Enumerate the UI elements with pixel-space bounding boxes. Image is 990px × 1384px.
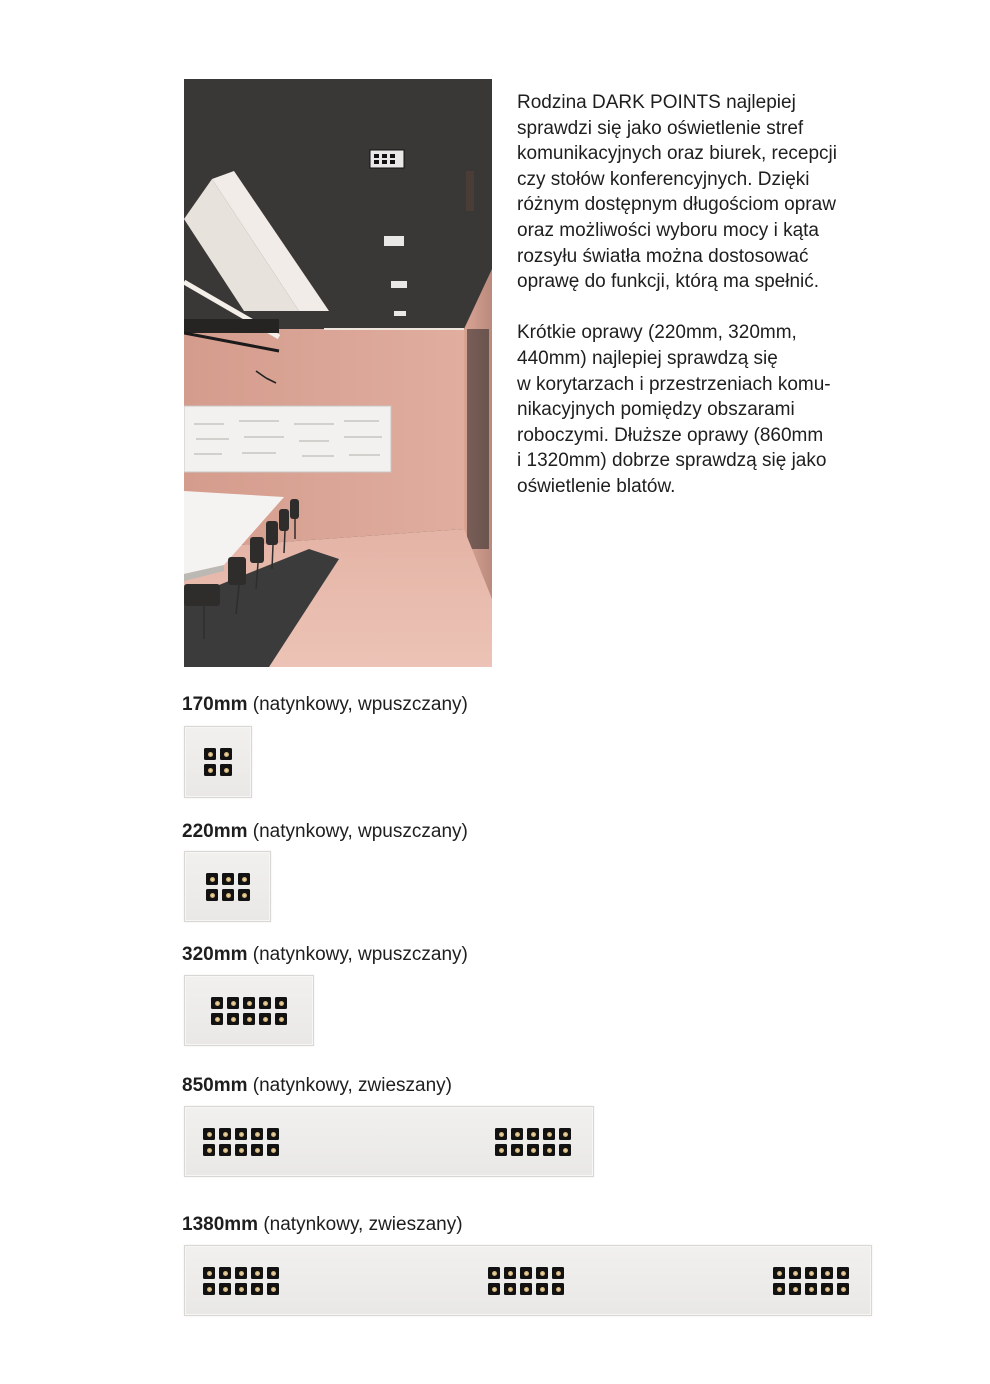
variant-size: 1380mm (182, 1214, 259, 1235)
variant-note: (natynkowy, wpuszczany) (252, 694, 468, 715)
variant-note: (natynkowy, wpuszczany) (252, 821, 468, 842)
led-cell (235, 1128, 247, 1140)
led-cell (211, 1013, 223, 1025)
fixture-220mm (184, 851, 271, 922)
led-cell (243, 997, 255, 1009)
led-cell (520, 1267, 532, 1279)
led-cell (203, 1128, 215, 1140)
led-cell (520, 1283, 532, 1295)
led-cell (206, 873, 218, 885)
fixture-1380mm (184, 1245, 872, 1316)
led-cell (219, 1128, 231, 1140)
led-cell (220, 764, 232, 776)
intro-text (517, 90, 887, 500)
led-cell (559, 1128, 571, 1140)
led-cell (837, 1283, 849, 1295)
led-cell (203, 1144, 215, 1156)
led-cell (251, 1128, 263, 1140)
led-cell (536, 1267, 548, 1279)
led-cell (211, 997, 223, 1009)
led-cell (559, 1144, 571, 1156)
variant-note: (natynkowy, wpuszczany) (252, 944, 468, 965)
led-cell (259, 1013, 271, 1025)
led-cell (235, 1283, 247, 1295)
led-module (203, 1128, 279, 1156)
led-cell (275, 997, 287, 1009)
led-cell (821, 1283, 833, 1295)
variant-size: 170mm (182, 694, 248, 715)
led-cell (511, 1128, 523, 1140)
led-module (211, 997, 287, 1025)
led-cell (235, 1144, 247, 1156)
variant-size: 850mm (182, 1075, 248, 1096)
led-cell (527, 1144, 539, 1156)
led-cell (267, 1144, 279, 1156)
fixture-850mm (184, 1106, 594, 1177)
led-cell (805, 1283, 817, 1295)
variant-size: 320mm (182, 944, 248, 965)
led-cell (267, 1267, 279, 1279)
variant-label-220mm (182, 821, 468, 843)
conference-room-illustration (184, 79, 492, 667)
led-cell (238, 889, 250, 901)
led-cell (789, 1267, 801, 1279)
led-cell (220, 748, 232, 760)
led-cell (543, 1144, 555, 1156)
led-cell (495, 1128, 507, 1140)
led-cell (789, 1283, 801, 1295)
led-cell (251, 1283, 263, 1295)
led-module (773, 1267, 849, 1295)
led-cell (219, 1144, 231, 1156)
led-cell (222, 889, 234, 901)
led-cell (203, 1283, 215, 1295)
led-cell (259, 997, 271, 1009)
led-cell (837, 1267, 849, 1279)
led-cell (504, 1267, 516, 1279)
led-cell (527, 1128, 539, 1140)
intro-paragraph-1: Rodzina DARK POINTS najlepiej sprawdzi się jako oświetlenie stref komunikacyjnych oraz biurek, recepcji czy stołów konferencyjnych. Dzięki różnym dostępnym długościom opraw oraz możliwości wyboru mocy i kąta rozsyłu światła można dostosować oprawę do funkcji, którą ma spełnić. (517, 92, 837, 293)
variant-label-1380mm (182, 1214, 463, 1236)
led-cell (267, 1283, 279, 1295)
led-cell (275, 1013, 287, 1025)
variant-label-320mm (182, 944, 468, 966)
led-cell (243, 1013, 255, 1025)
led-cell (206, 889, 218, 901)
led-module (206, 873, 250, 901)
variant-note: (natynkowy, zwieszany) (263, 1214, 463, 1235)
led-cell (495, 1144, 507, 1156)
interior-photo (184, 79, 492, 667)
led-cell (536, 1283, 548, 1295)
led-cell (773, 1283, 785, 1295)
led-cell (227, 997, 239, 1009)
led-cell (543, 1128, 555, 1140)
variant-label-170mm (182, 694, 468, 716)
led-cell (821, 1267, 833, 1279)
led-cell (235, 1267, 247, 1279)
led-cell (203, 1267, 215, 1279)
led-cell (204, 764, 216, 776)
led-module (488, 1267, 564, 1295)
led-cell (227, 1013, 239, 1025)
led-module (204, 748, 232, 776)
led-cell (251, 1267, 263, 1279)
led-cell (504, 1283, 516, 1295)
variant-size: 220mm (182, 821, 248, 842)
led-cell (219, 1283, 231, 1295)
led-module (203, 1267, 279, 1295)
variant-label-850mm (182, 1075, 452, 1097)
led-cell (219, 1267, 231, 1279)
led-cell (238, 873, 250, 885)
led-cell (773, 1267, 785, 1279)
led-cell (267, 1128, 279, 1140)
fixture-170mm (184, 726, 252, 798)
variant-note: (natynkowy, zwieszany) (252, 1075, 452, 1096)
led-cell (251, 1144, 263, 1156)
led-module (495, 1128, 571, 1156)
fixture-320mm (184, 975, 314, 1046)
led-cell (552, 1267, 564, 1279)
led-cell (222, 873, 234, 885)
led-cell (488, 1267, 500, 1279)
led-cell (805, 1267, 817, 1279)
led-cell (552, 1283, 564, 1295)
intro-paragraph-2: Krótkie oprawy (220mm, 320mm, 440mm) najlepiej sprawdzą się w korytarzach i przestrzeniach komu- nikacyjnych pomiędzy obszarami roboczymi. Dłuższe oprawy (860mm i 1320mm) dobrze sprawdzą się jako oświetlenie blatów. (517, 322, 831, 497)
led-cell (204, 748, 216, 760)
led-cell (488, 1283, 500, 1295)
led-cell (511, 1144, 523, 1156)
